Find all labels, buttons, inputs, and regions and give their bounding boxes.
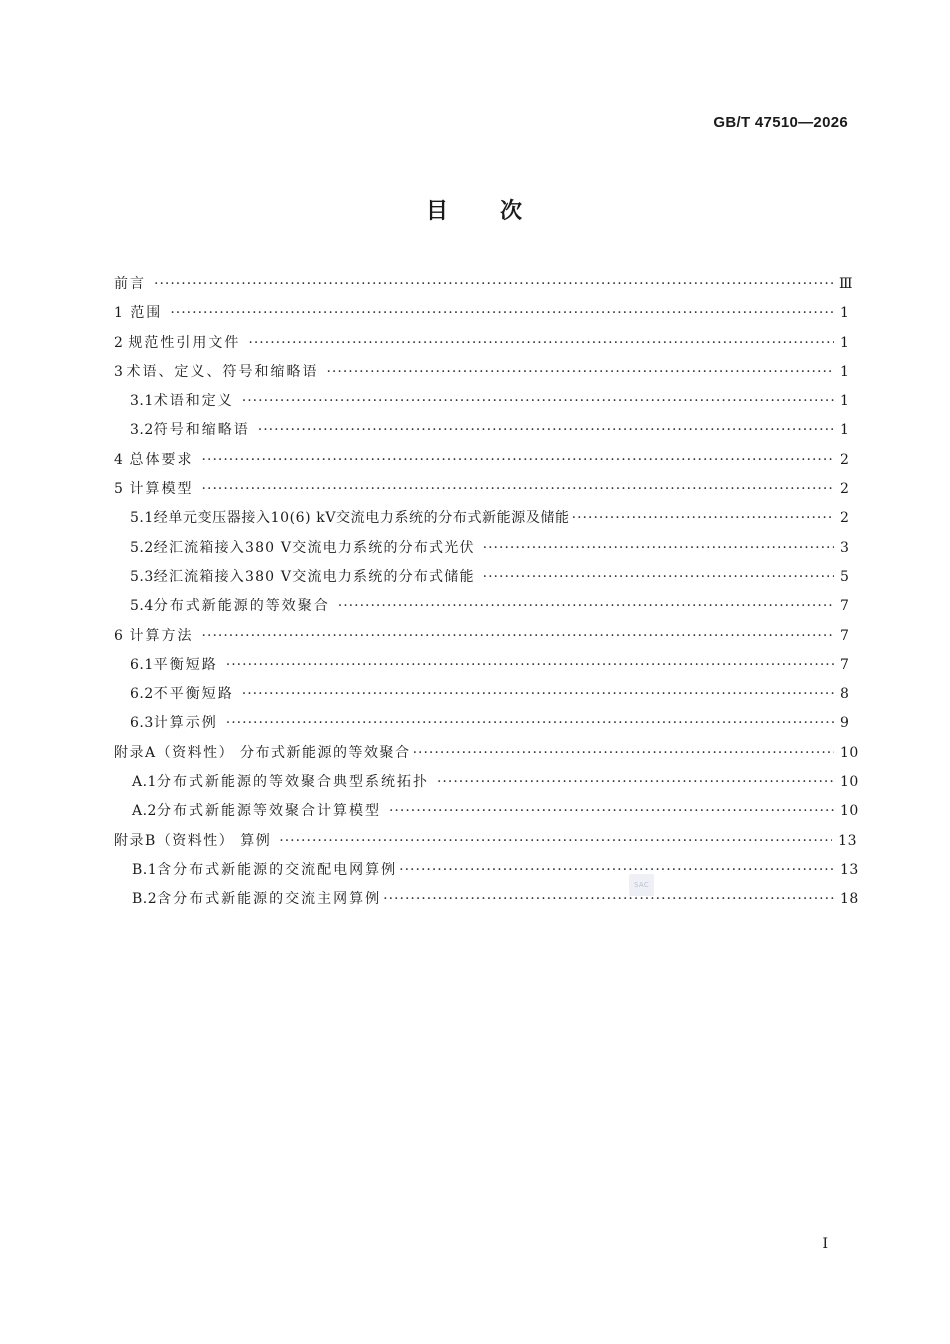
toc-entry-appendix-a[interactable] <box>114 739 859 768</box>
toc-title: 分布式新能源的等效聚合典型系统拓扑 <box>156 774 429 791</box>
leader-dots <box>413 739 834 768</box>
toc-number: 2 <box>114 334 124 351</box>
toc-entry-a-2[interactable] <box>114 797 859 826</box>
toc-page: 5 <box>840 568 850 585</box>
leader-dots <box>170 299 834 328</box>
toc-title: 规范性引用文件 <box>128 334 241 351</box>
toc-title: 计算模型 <box>129 481 194 498</box>
toc-page: 1 <box>840 393 850 410</box>
leader-dots <box>242 387 834 416</box>
toc-number: 5.2 <box>130 539 154 556</box>
toc-title: 不平衡短路 <box>153 686 234 703</box>
toc-number: 3.1 <box>130 393 154 410</box>
leader-dots <box>202 446 834 475</box>
footer-page-number: I <box>822 1236 828 1252</box>
leader-dots <box>279 827 832 856</box>
toc-entry-3-1[interactable] <box>114 387 848 416</box>
page-title <box>0 194 950 225</box>
toc-title: 计算示例 <box>153 715 218 732</box>
toc-page: 7 <box>840 598 850 615</box>
toc-entry-5-2[interactable] <box>114 534 848 563</box>
toc-entry-6-1[interactable] <box>114 651 848 680</box>
leader-dots <box>202 622 834 651</box>
toc-title: 附录B（资料性） 算例 <box>114 832 272 849</box>
toc-number: 6.2 <box>130 686 154 703</box>
leader-dots <box>226 709 834 738</box>
toc-page: 2 <box>840 451 850 468</box>
toc-entry-5-1[interactable] <box>114 504 848 533</box>
toc-page: 2 <box>840 510 850 527</box>
toc-page: 18 <box>839 891 859 908</box>
leader-dots <box>248 329 834 358</box>
toc-number: 5 <box>114 481 124 498</box>
toc-page: Ⅲ <box>839 276 854 292</box>
toc-title: 经汇流箱接入380 V交流电力系统的分布式储能 <box>153 568 475 585</box>
title-char-2: 次 <box>500 199 525 224</box>
toc-title: 含分布式新能源的交流配电网算例 <box>157 861 398 878</box>
toc-entry-5-4[interactable] <box>114 592 848 621</box>
toc-entry-b-1[interactable] <box>114 856 859 885</box>
toc-entry-5-3[interactable] <box>114 563 848 592</box>
toc-page: 7 <box>840 656 850 673</box>
toc-entry-foreword[interactable] <box>114 270 854 299</box>
toc-page: 1 <box>840 305 850 322</box>
toc-entry-a-1[interactable] <box>114 768 859 797</box>
toc-title: 平衡短路 <box>153 656 218 673</box>
toc-title: 经单元变压器接入10(6) kV交流电力系统的分布式新能源及储能 <box>153 510 570 527</box>
toc-title: 术语和定义 <box>153 393 234 410</box>
toc-page: 2 <box>840 481 850 498</box>
toc-entry-6-3[interactable] <box>114 709 848 738</box>
toc-title: 范围 <box>130 305 163 322</box>
toc-number: 1 <box>114 305 124 322</box>
toc-number: 6.1 <box>130 656 154 673</box>
toc-page: 1 <box>840 363 850 380</box>
leader-dots <box>326 358 834 387</box>
toc-title: 含分布式新能源的交流主网算例 <box>157 891 382 908</box>
toc-entry-3[interactable] <box>114 358 848 387</box>
toc-title: 经汇流箱接入380 V交流电力系统的分布式光伏 <box>153 539 475 556</box>
toc-entry-1[interactable] <box>114 299 848 328</box>
leader-dots <box>437 768 834 797</box>
toc-number: 5.1 <box>130 510 154 527</box>
standard-code: GB/T 47510—2026 <box>713 114 848 131</box>
toc-number: A.1 <box>132 774 157 791</box>
toc-page: 10 <box>840 744 859 761</box>
leader-dots <box>399 856 834 885</box>
leader-dots <box>389 797 834 826</box>
toc-page: 13 <box>838 832 857 849</box>
leader-dots <box>202 475 834 504</box>
toc-page: 1 <box>840 334 850 351</box>
toc-page: 9 <box>840 715 850 732</box>
toc-number: B.2 <box>132 891 158 908</box>
toc-entry-6-2[interactable] <box>114 680 848 709</box>
sac-watermark-logo: SAC <box>629 874 654 896</box>
leader-dots <box>383 885 834 914</box>
toc-number: 3 <box>114 363 124 380</box>
toc-page: 3 <box>840 539 850 556</box>
toc-number: 6 <box>114 627 124 644</box>
toc-number: 6.3 <box>130 715 154 732</box>
toc-number: 3.2 <box>130 422 154 439</box>
toc-title: 分布式新能源等效聚合计算模型 <box>156 803 381 820</box>
toc-entry-appendix-b[interactable] <box>114 827 857 856</box>
toc-entry-5[interactable] <box>114 475 848 504</box>
toc-entry-b-2[interactable] <box>114 885 859 914</box>
toc-title: 符号和缩略语 <box>153 422 250 439</box>
leader-dots <box>226 651 834 680</box>
leader-dots <box>483 534 834 563</box>
toc-title: 附录A（资料性） 分布式新能源的等效聚合 <box>114 744 411 761</box>
toc-page: 10 <box>840 774 859 791</box>
toc-page: 7 <box>840 627 850 644</box>
toc-title: 分布式新能源的等效聚合 <box>153 598 330 615</box>
toc-number: 5.4 <box>130 598 154 615</box>
toc-entry-2[interactable] <box>114 329 848 358</box>
toc-page: 13 <box>840 861 859 878</box>
toc-title: 术语、定义、符号和缩略语 <box>126 363 319 380</box>
toc-title: 计算方法 <box>129 627 194 644</box>
toc-entry-3-2[interactable] <box>114 416 848 445</box>
toc-entry-6[interactable] <box>114 622 848 651</box>
leader-dots <box>258 416 834 445</box>
leader-dots <box>242 680 834 709</box>
toc-number: A.2 <box>132 803 157 820</box>
toc-number: 5.3 <box>130 568 154 585</box>
leader-dots <box>572 504 834 533</box>
toc-number: B.1 <box>132 861 158 878</box>
toc-title: 前言 <box>114 276 146 292</box>
table-of-contents <box>114 270 859 915</box>
toc-entry-4[interactable] <box>114 446 848 475</box>
toc-page: 10 <box>840 803 859 820</box>
leader-dots <box>483 563 834 592</box>
toc-page: 8 <box>840 686 850 703</box>
title-char-1: 目 <box>425 199 450 224</box>
toc-number: 4 <box>114 451 124 468</box>
leader-dots <box>154 270 833 299</box>
toc-page: 1 <box>840 422 850 439</box>
toc-title: 总体要求 <box>129 451 194 468</box>
leader-dots <box>338 592 834 621</box>
